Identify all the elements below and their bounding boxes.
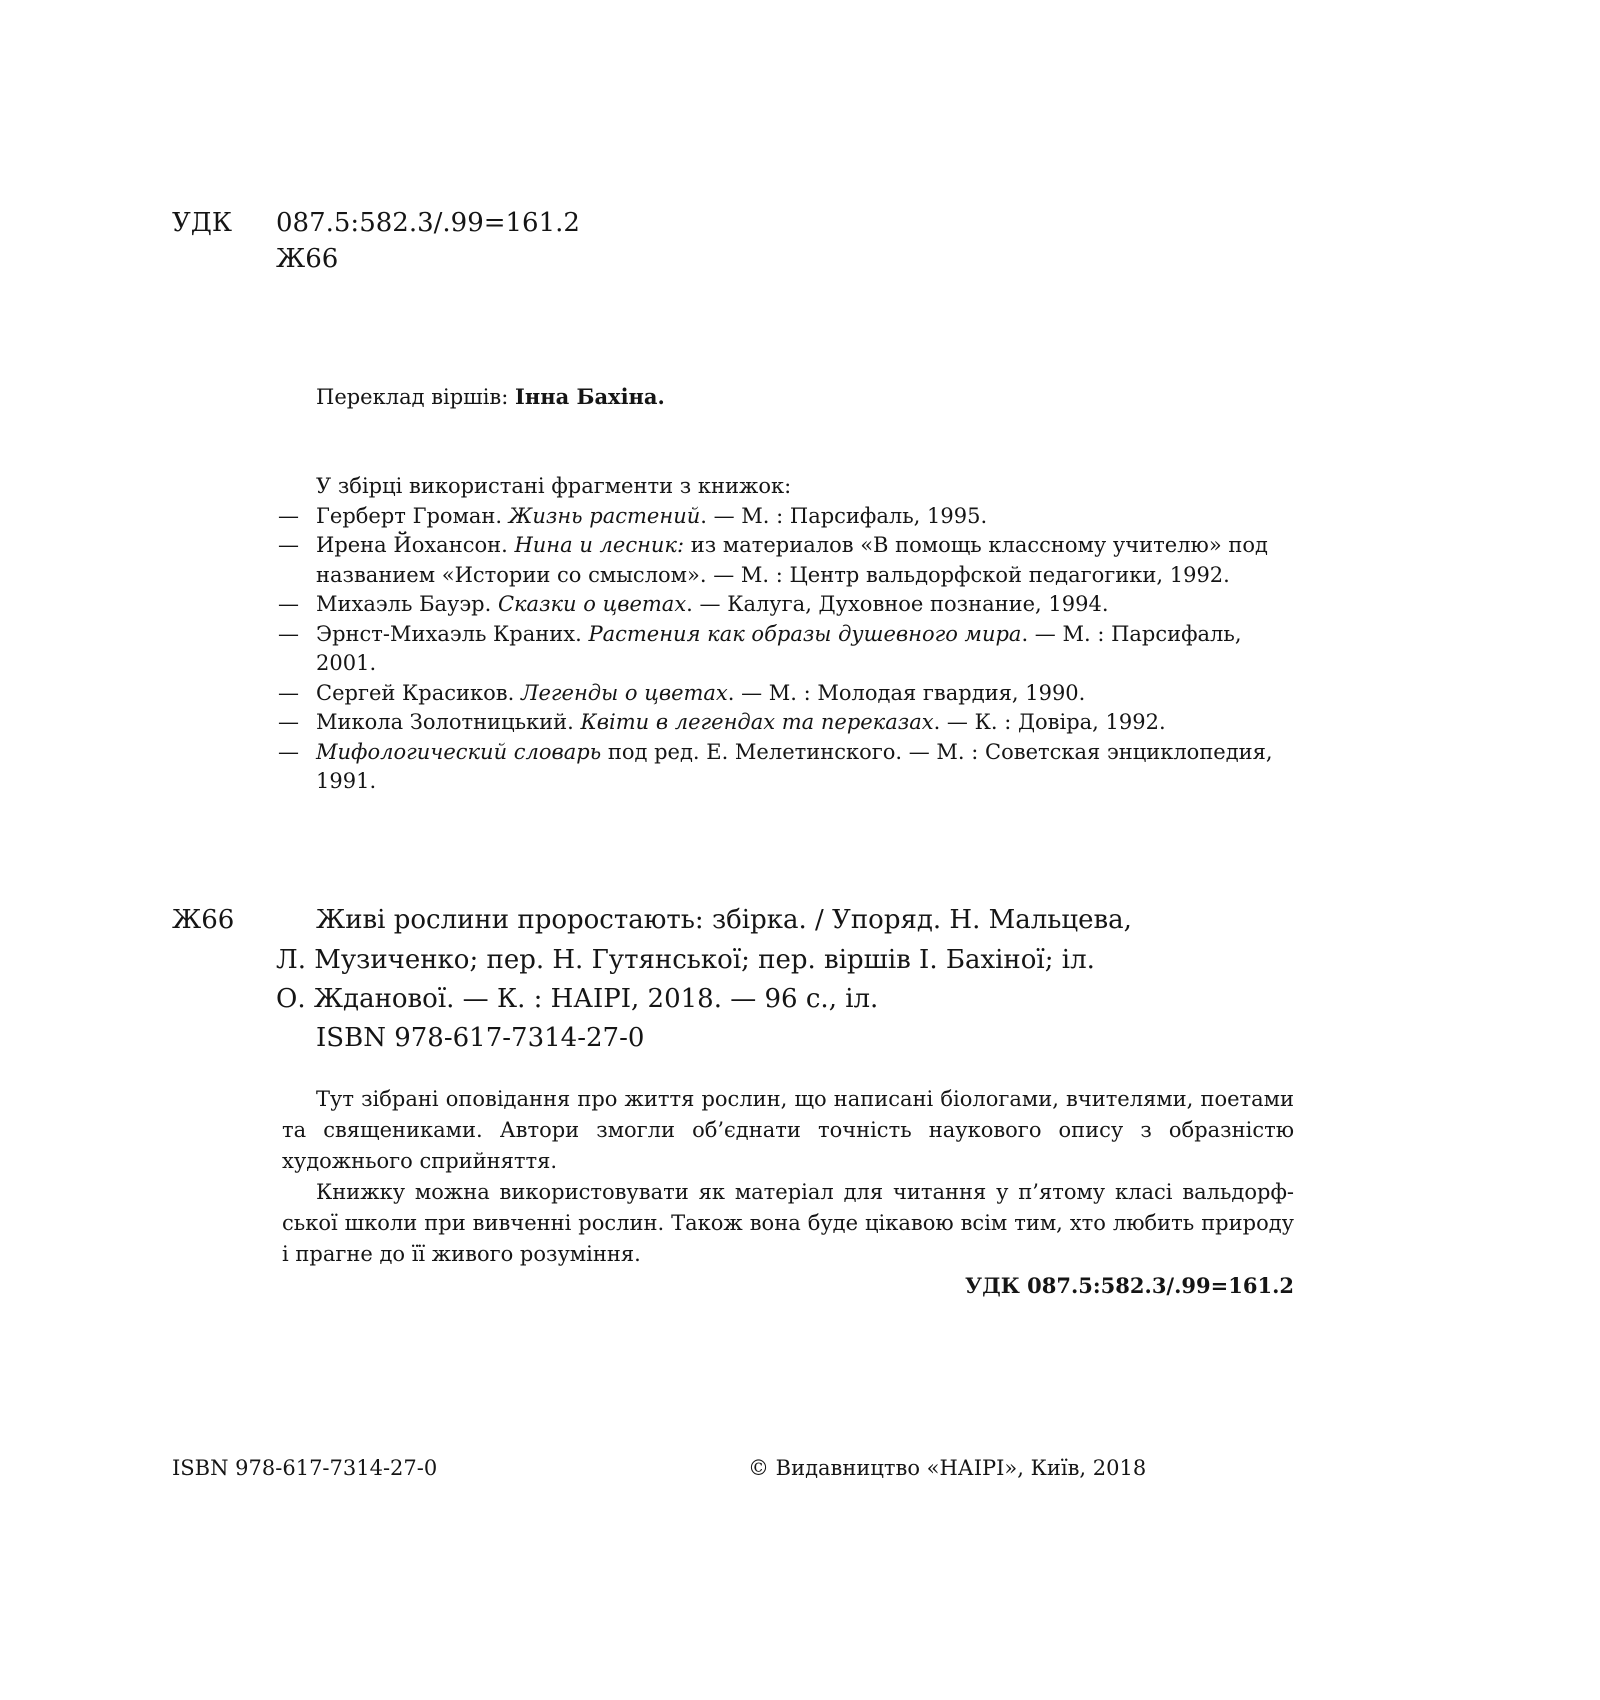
- list-dash: —: [278, 680, 299, 705]
- udk-value: 087.5:582.3/.99=161.2: [276, 208, 580, 238]
- list-item: [278, 679, 1308, 709]
- list-item: [278, 531, 1308, 590]
- list-item: [278, 708, 1308, 738]
- sources-list: [278, 472, 1308, 797]
- source-title: Растения как образы душевного мира: [588, 621, 1022, 646]
- sources-intro: У збірці використані фрагменти з книжок:: [316, 474, 792, 498]
- source-title: Жизнь растений: [508, 503, 701, 528]
- source-details: под ред. Е. Мелетинского. — М. : Советская энциклопедия, 1991.: [316, 739, 1273, 793]
- annotation-paragraph-2: Книжку можна використовувати як матеріал для читання у п’ятому класі вальдорфської школи при вивченні рослин. Також вона буде цікавою всім тим, хто любить природу і прагне до її живого розуміння.: [282, 1180, 1294, 1266]
- list-item: [278, 620, 1308, 679]
- annotation: [282, 1084, 1294, 1270]
- source-title: Нина и лесник:: [514, 533, 685, 557]
- source-title: Легенды о цветах: [520, 680, 728, 705]
- source-details: . — М. : Парсифаль, 1995.: [700, 503, 988, 528]
- catalog-isbn: ISBN 978-617-7314-27-0: [316, 1023, 645, 1053]
- udk-label: УДК: [172, 208, 233, 238]
- footer-copyright: © Видавництво «НАІРІ», Київ, 2018: [748, 1456, 1147, 1480]
- catalog-line-1: Живі рослини проростають: збірка. / Упоряд. Н. Мальцева,: [316, 905, 1132, 935]
- footer-isbn: ISBN 978-617-7314-27-0: [172, 1456, 438, 1480]
- catalog-line-3: О. Жданової. — К. : НАІРІ, 2018. — 96 с., іл.: [276, 984, 879, 1014]
- list-dash: —: [278, 710, 299, 734]
- annotation-paragraph-1: Тут зібрані оповідання про життя рослин, що написані біологами, вчителями, поетами та священиками. Автори змогли об’єднати точність наукового опису з образністю художнього сприйняття.: [282, 1087, 1294, 1173]
- list-dash: —: [278, 739, 299, 764]
- source-author: Сергей Красиков.: [316, 680, 521, 705]
- source-title: Мифологический словарь: [316, 739, 602, 764]
- source-author: Эрнст-Михаэль Краних.: [316, 621, 589, 646]
- list-dash: —: [278, 533, 299, 557]
- source-author: Михаэль Бауэр.: [316, 592, 498, 616]
- source-title: Квіти в легендах та переказах: [580, 710, 934, 734]
- translator-name: Інна Бахіна.: [515, 384, 665, 409]
- list-item: [278, 502, 1308, 532]
- catalog-code: Ж66: [172, 905, 235, 935]
- source-details: . — К. : Довіра, 1992.: [933, 710, 1166, 734]
- source-details: . — Калуга, Духовное познание, 1994.: [686, 592, 1109, 616]
- source-details: . — М. : Парсифаль, 2001.: [316, 621, 1242, 675]
- annotation-udk: УДК 087.5:582.3/.99=161.2: [965, 1273, 1294, 1298]
- source-author: Микола Золотницький.: [316, 710, 581, 734]
- list-dash: —: [278, 503, 299, 528]
- source-author: Герберт Громан.: [316, 503, 509, 528]
- list-dash: —: [278, 621, 299, 646]
- catalog-line-2: Л. Музиченко; пер. Н. Гутянської; пер. віршів І. Бахіної; іл.: [276, 945, 1095, 975]
- list-item: [278, 590, 1308, 620]
- list-item: [278, 738, 1308, 797]
- author-code: Ж66: [276, 244, 339, 274]
- translation-label: Переклад віршів:: [316, 385, 509, 409]
- translation-credit: [316, 384, 665, 409]
- source-details: из материалов «В помощь классному учителю» под названием «Истории со смыслом». — М. : Центр вальдорфской педагогики, 1992.: [316, 533, 1268, 587]
- source-title: Сказки о цветах: [497, 592, 687, 616]
- list-dash: —: [278, 592, 299, 616]
- source-author: Ирена Йохансон.: [316, 533, 515, 557]
- source-details: . — М. : Молодая гвардия, 1990.: [727, 680, 1086, 705]
